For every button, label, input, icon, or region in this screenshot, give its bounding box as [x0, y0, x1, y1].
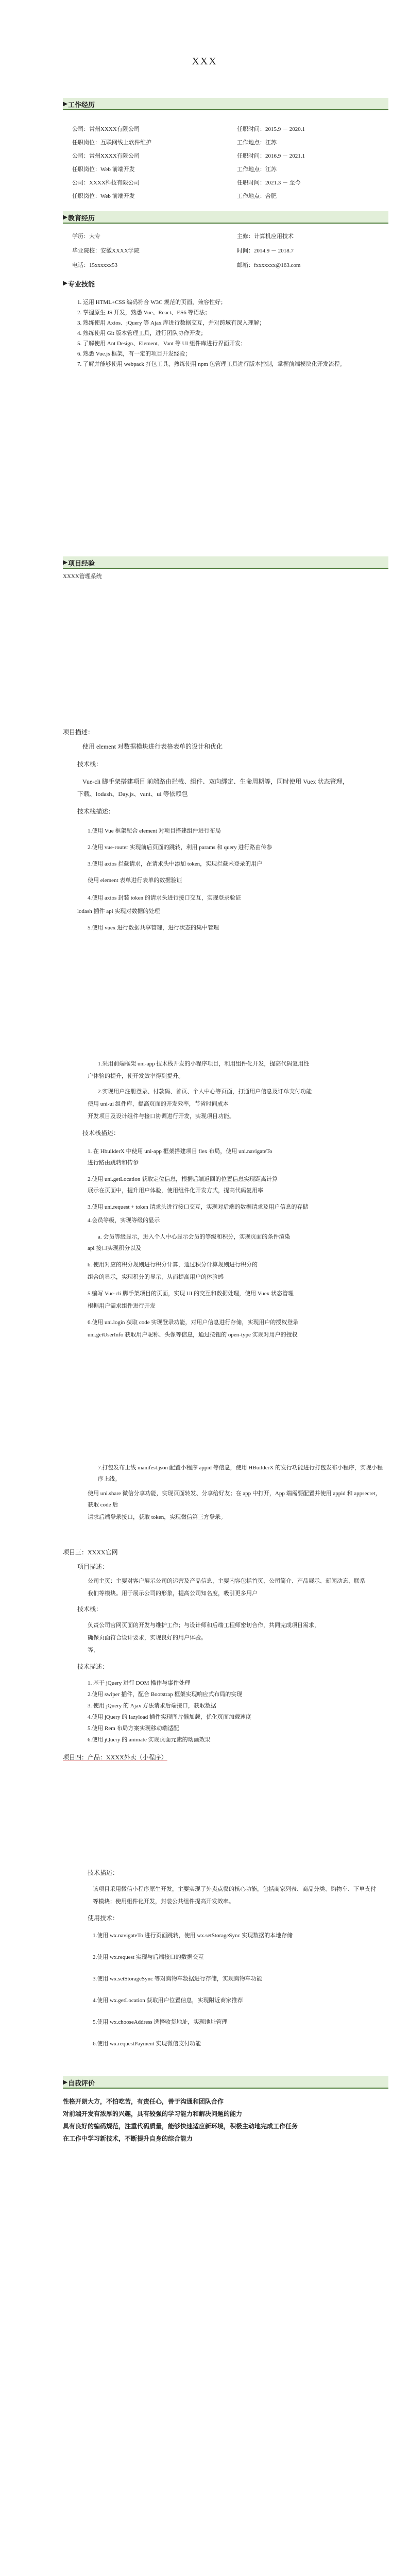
section-title: 项目经验: [68, 560, 95, 567]
project4-item: 1.使用 wx.navigateTo 进行页面跳转，使用 wx.setStorageSync 实现数据的本地存储: [93, 1933, 293, 1939]
project2-item: 2.使用 uni.getLocation 获取定位信息，根据后端返回的位置信息实现距离计算: [88, 1176, 278, 1182]
project3-resp: 确保页面符合设计要求，实现良好的用户体验。: [88, 1635, 207, 1641]
work-position: 任职岗位：Web 前端开发: [72, 193, 135, 199]
project3-item: 2.使用 swiper 插件，配合 Bootstrap 框架实现响应式布局的实现: [88, 1691, 243, 1698]
project1-tech: Vue-cli 脚手架搭建项目 前端路由拦截、组件、双向绑定、生命周期等，同时使用 Vuex 状态管理，: [82, 778, 349, 785]
project2-item: uni.getUserInfo 获取用户昵称、头像等信息，通过按钮的 open-type 实现对用户的授权: [88, 1332, 298, 1338]
project1-item: 4.使用 axios 封装 token 的请求头进行接口交互，实现登录验证: [88, 895, 241, 901]
project3-item: 5.使用 Rem 布局方案实现移动端适配: [88, 1725, 179, 1732]
section-title: 专业技能: [68, 280, 95, 288]
work-period: 任职时间：2016.9 － 2021.1: [237, 153, 305, 159]
project2-desc: 开发项目及设计组件与接口协调进行开发，实现项目功能。: [88, 1113, 235, 1120]
project2-item: api 接口实现积分以及: [88, 1245, 142, 1251]
project4-tech-label: 使用技术：: [88, 1914, 119, 1922]
section-marker-icon: ▶: [63, 558, 68, 566]
project1-item: 使用 element 表单进行表单的数据验证: [88, 877, 182, 884]
section-education-header: [63, 211, 388, 223]
project2-desc: 使用 uni-ui 组件库，提高页面的开发效率，节省时间成本: [88, 1101, 229, 1107]
section-title: 自我评价: [68, 2079, 95, 2087]
project4-desc: 该项目采用微信小程序原生开发，主要实现了外卖点餐的核心功能，包括商家列表、商品分类、购物车、下单支付: [93, 1886, 376, 1892]
skill-item: 5. 了解使用 Ant Design、Element、Vant 等 UI 组件库进行界面开发；: [77, 341, 246, 347]
project2-tail: 请求后端登录接口，获取 token，实现微信第三方登录。: [88, 1514, 227, 1520]
project3-desc: 我们等模块。用于展示公司的形象，提高公司知名度，吸引更多用户: [88, 1590, 258, 1597]
section-marker-icon: ▶: [63, 279, 68, 286]
contact-email: 邮箱：fxxxxxxx@163.com: [237, 262, 301, 268]
education-period: 时间：2014.9 － 2018.7: [237, 248, 294, 254]
project4-item: 4.使用 wx.getLocation 获取用户位置信息，实现附近商家推荐: [93, 1997, 243, 2004]
project4-item: 5.使用 wx.chooseAddress 选择收货地址，实现地址管理: [93, 2019, 228, 2025]
project1-item: 3.使用 axios 拦截请求，在请求头中添加 token，实现拦截未登录的用户: [88, 861, 263, 867]
self-eval-item: 对前端开发有浓厚的兴趣，具有较强的学习能力和解决问题的能力: [63, 2110, 243, 2117]
project2-desc: 2.实现用户注册登录、付款码、首页、个人中心等页面，打通用户信息及订单支付功能: [98, 1089, 312, 1095]
work-period: 任职时间：2015.9 － 2020.1: [237, 126, 305, 132]
education-school: 毕业院校：安徽XXXX学院: [72, 248, 140, 254]
project4-desc: 等模块；使用组件化开发，封装公共组件提高开发效率。: [93, 1899, 234, 1905]
work-company: 公司：XXXX科技有限公司: [72, 180, 140, 186]
skill-item: 2. 掌握原生 JS 开发，熟悉 Vue、React、ES6 等语法；: [77, 310, 211, 316]
work-location: 工作地点：江苏: [237, 140, 277, 146]
skill-item: 1. 运用 HTML+CSS 编码符合 W3C 规范的页面，兼容性好；: [77, 299, 227, 306]
project3-item: 3. 使用 jQuery 的 Ajax 方法请求后端接口，获取数据: [88, 1703, 216, 1709]
education-degree: 学历：大专: [72, 233, 100, 240]
project1-item: lodash 插件 api 实现对数据的处理: [77, 908, 160, 914]
project1-tech-2: 下载、lodash、Day.js、vant、ui 等依赖包: [77, 790, 188, 798]
contact-phone: 电话：15xxxxxx53: [72, 262, 117, 268]
project4-item: 2.使用 wx.request 实现与后端接口的数据交互: [93, 1954, 204, 1960]
project4-desc-label: 技术描述：: [88, 1869, 119, 1876]
section-self-eval-header: [63, 2076, 388, 2088]
work-location: 工作地点：江苏: [237, 166, 277, 173]
project2-item: 进行路由跳转和传参: [88, 1160, 139, 1166]
project2-item: 1. 在 HbuilderX 中使用 uni-app 框架搭建项目 flex 布局，使用 uni.navigateTo: [88, 1148, 272, 1155]
project1-tech-label: 技术栈：: [77, 760, 103, 768]
project3-item: 1. 基于 jQuery 进行 DOM 操作与事件处理: [88, 1680, 191, 1686]
self-eval-item: 在工作中学习新技术，不断提升自身的综合能力: [63, 2135, 193, 2142]
project2-item: 4.会员等级，实现等级的显示: [88, 1217, 160, 1224]
project2-item: 展示在页面中，提升用户体验，使用组件化开发方式，提高代码复用率: [88, 1188, 263, 1194]
section-title: 工作经历: [68, 101, 95, 109]
resume-name: XXX: [192, 56, 217, 67]
project2-tail: 使用 uni.share 微信分享功能，实现页面转发、分享给好友；在 app 中打开，App 端需要配置并使用 appid 和 appsecret，获取 code 后: [88, 1490, 381, 1508]
project3-item: 6.使用 jQuery 的 animate 实现页面元素的动画效果: [88, 1737, 211, 1743]
section-skills-header: [63, 277, 388, 289]
work-company: 公司：常州XXXX有限公司: [72, 126, 140, 132]
project4-item: 3.使用 wx.setStorageSync 等对购物车数据进行存储，实现购物车功能: [93, 1976, 262, 1982]
project4-title: 项目四：产品：XXXX外卖（小程序）: [63, 1754, 167, 1761]
project3-desc: 公司主页：主要对客户展示公司的运营及产品信息，主要内容包括首页、公司简介、产品展示、新闻动态、联系: [88, 1578, 365, 1584]
section-projects-header: [63, 556, 388, 568]
work-location: 工作地点：合肥: [237, 193, 277, 199]
project3-resp-label: 技术栈：: [77, 1605, 103, 1613]
project2-desc: 1.采用前端框架 uni-app 技术栈开发的小程序项目，利用组件化开发，提高代码复用性: [98, 1061, 310, 1067]
skill-item: 7. 了解并能够使用 webpack 打包工具，熟练使用 npm 包管理工具进行版本控制，掌握前端模块化开发流程。: [77, 361, 346, 367]
project4-item: 6.使用 wx.requestPayment 实现微信支付功能: [93, 2041, 201, 2047]
project2-tech-label: 技术栈描述：: [82, 1129, 120, 1137]
project1-item: 5.使用 vuex 进行数据共享管理，进行状态的集中管理: [88, 925, 219, 931]
project3-desc-label: 项目描述：: [77, 1563, 109, 1570]
project1-desc-label: 项目描述：: [63, 728, 94, 736]
work-period: 任职时间：2021.3 － 至今: [237, 180, 301, 186]
project2-item: 组合的显示，实现积分的显示，从而提高用户的体验感: [88, 1274, 224, 1280]
project1-resp-label: 技术栈描述：: [77, 808, 115, 815]
section-title: 教育经历: [68, 214, 95, 222]
skill-item: 4. 熟练使用 Git 版本管理工具，进行团队协作开发；: [77, 330, 207, 336]
project2-tail: 7.打包发布上线 manifest.json 配置小程序 appid 等信息，使用 HBuilderX 的发行功能进行打包发布小程序，实现小程序上线。: [98, 1465, 383, 1482]
project1-desc: 使用 element 对数据模块进行表格表单的设计和优化: [82, 743, 223, 750]
skill-item: 6. 熟悉 Vue.js 框架，有一定的项目开发经验；: [77, 351, 191, 357]
project2-item: 5.编写 Vue-cli 脚手架项目的页面，实现 UI 的交互和数据处理，使用 Vuex 状态管理: [88, 1291, 294, 1297]
project1-item: 1.使用 Vue 框架配合 element 对项目搭建组件进行布局: [88, 828, 221, 834]
section-work-header: [63, 98, 388, 109]
project2-item: a. 会员等级显示，进入个人中心显示会员的等级和积分，实现页面的条件渲染: [98, 1234, 291, 1240]
self-eval-item: 具有良好的编码规范，注重代码质量，能够快速适应新环境，积极主动地完成工作任务: [63, 2123, 298, 2130]
work-position: 任职岗位：互联网线上软件维护: [72, 140, 151, 146]
work-position: 任职岗位：Web 前端开发: [72, 166, 135, 173]
project3-title: 项目三：XXXX官网: [63, 1549, 118, 1556]
education-major: 主修：计算机应用技术: [237, 233, 294, 240]
section-marker-icon: ▶: [63, 100, 68, 107]
skill-item: 3. 熟练使用 Axios、jQuery 等 Ajax 库进行数据交互，并对跨域有深入理解；: [77, 320, 265, 326]
project1-item: 2.使用 vue-router 实现前后页面的跳转，利用 params 和 query 进行路由传参: [88, 844, 272, 851]
project-system-name: XXXX管理系统: [63, 573, 102, 580]
project2-item: 3.使用 uni.request + token 请求头进行接口交互，实现对后端的数据请求及用户信息的存储: [88, 1204, 309, 1210]
project2-desc: 户体验的提升，使开发效率得到提升。: [88, 1073, 184, 1079]
project3-tech-label: 技术描述：: [77, 1663, 109, 1670]
project3-item: 4.使用 jQuery 的 lazyload 插件实现图片懒加载，优化页面加载速度: [88, 1714, 252, 1720]
work-company: 公司：常州XXXX有限公司: [72, 153, 140, 159]
project3-resp: 负责公司官网页面的开发与维护工作；与设计师和后端工程师密切合作，共同完成项目需求，: [88, 1622, 320, 1629]
project2-item: b. 使用对应的积分规则进行积分计算，通过积分计算规则进行积分的: [88, 1262, 258, 1268]
section-marker-icon: ▶: [63, 2078, 68, 2086]
project3-resp: 等，: [88, 1647, 99, 1653]
project2-item: 6.使用 uni.login 获取 code 实现登录功能，对用户信息进行存储，实现用户的授权登录: [88, 1319, 299, 1326]
section-marker-icon: ▶: [63, 213, 68, 221]
self-eval-item: 性格开朗大方，不怕吃苦，有责任心，善于沟通和团队合作: [63, 2098, 224, 2105]
project2-item: 根据用户需求组件进行开发: [88, 1303, 156, 1309]
